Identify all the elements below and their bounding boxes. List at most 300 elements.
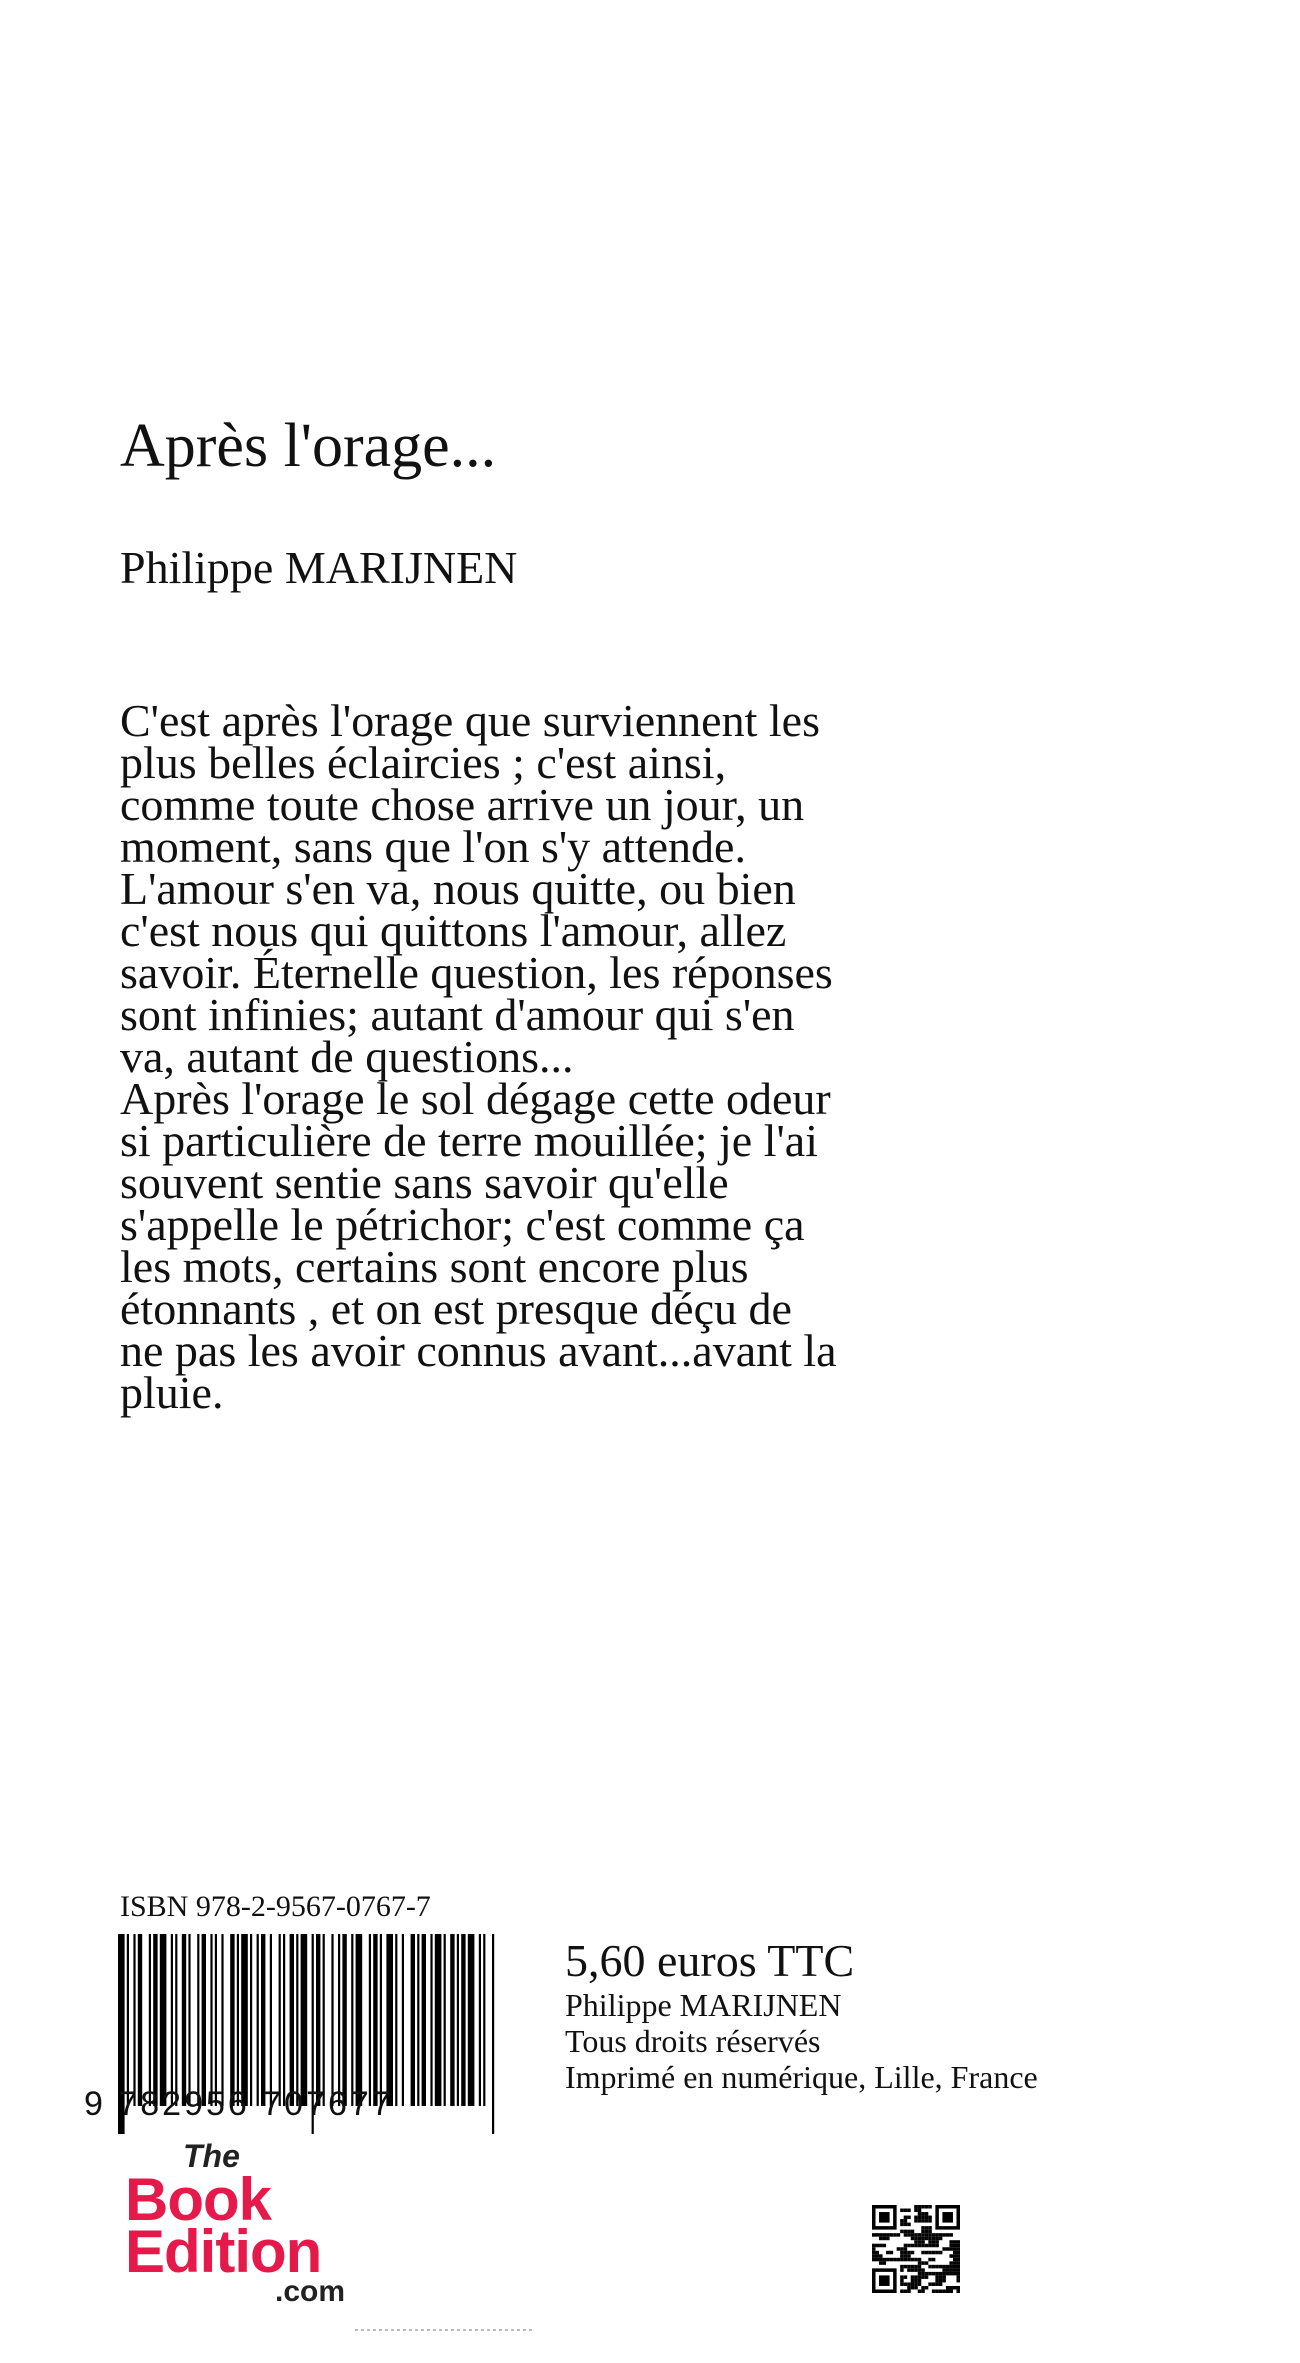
qr-module (893, 2258, 897, 2262)
qr-module (932, 2251, 936, 2255)
qr-module (925, 2233, 929, 2237)
qr-module (907, 2254, 911, 2258)
qr-module (942, 2233, 946, 2237)
qr-module (921, 2205, 925, 2209)
qr-module (900, 2230, 904, 2234)
book-title: Après l'orage... (120, 412, 497, 480)
qr-module (904, 2233, 908, 2237)
qr-module (925, 2226, 929, 2230)
qr-module (907, 2258, 911, 2262)
qr-module (886, 2258, 890, 2262)
qr-module (956, 2258, 960, 2262)
qr-module (921, 2212, 925, 2216)
barcode-bar (210, 1934, 212, 2106)
blurb-line: étonnants , et on est presque déçu de (120, 1283, 792, 1334)
qr-module (911, 2268, 915, 2272)
qr-module (921, 2240, 925, 2244)
qr-module (907, 2223, 911, 2227)
barcode-bar (215, 1934, 217, 2106)
barcode-bar (380, 1934, 382, 2106)
qr-module (956, 2254, 960, 2258)
barcode-bar (369, 1934, 371, 2106)
logo-com-text: .com (275, 2275, 346, 2308)
qr-module (890, 2258, 894, 2262)
qr-module (921, 2219, 925, 2223)
qr-module (928, 2282, 932, 2286)
qr-module (949, 2254, 953, 2258)
qr-module (956, 2272, 960, 2276)
qr-module (907, 2230, 911, 2234)
qr-module (890, 2233, 894, 2237)
barcode-bar (450, 1934, 454, 2106)
qr-module (886, 2251, 890, 2255)
blurb-line: pluie. (120, 1367, 224, 1418)
qr-module (935, 2275, 939, 2279)
qr-module (883, 2233, 887, 2237)
qr-module (935, 2272, 939, 2276)
barcode-bar (373, 1934, 377, 2106)
qr-module (911, 2279, 915, 2283)
qr-module (886, 2233, 890, 2237)
qr-module (949, 2233, 953, 2237)
qr-module (911, 2258, 915, 2262)
qr-module (918, 2216, 922, 2220)
qr-module (904, 2275, 908, 2279)
qr-module (911, 2275, 915, 2279)
qr-module (935, 2289, 939, 2293)
barcode-bar (395, 1934, 397, 2106)
barcode-bar (461, 1934, 465, 2106)
qr-module (953, 2244, 957, 2248)
barcode-bar (323, 1934, 325, 2106)
qr-module (925, 2216, 929, 2220)
barcode-bar (127, 1934, 129, 2106)
qr-module (928, 2226, 932, 2230)
blurb-line: sont infinies; autant d'amour qui s'en (120, 989, 795, 1040)
qr-module (904, 2265, 908, 2269)
footer-dots (355, 2328, 535, 2332)
qr-module (876, 2233, 880, 2237)
qr-module (872, 2258, 876, 2262)
qr-module (953, 2265, 957, 2269)
qr-module (956, 2268, 960, 2272)
qr-module (949, 2247, 953, 2251)
qr-module (904, 2216, 908, 2220)
qr-module (900, 2279, 904, 2283)
qr-module (914, 2268, 918, 2272)
qr-module (928, 2251, 932, 2255)
qr-module (890, 2251, 894, 2255)
qr-module (893, 2233, 897, 2237)
qr-module (918, 2289, 922, 2293)
barcode-bar (290, 1934, 294, 2106)
qr-module (921, 2251, 925, 2255)
qr-module (935, 2282, 939, 2286)
qr-module (956, 2275, 960, 2279)
qr-module (942, 2289, 946, 2293)
price: 5,60 euros TTC (565, 1935, 855, 1986)
qr-module (900, 2275, 904, 2279)
blurb-line: va, autant de questions... (120, 1031, 574, 1082)
book-author: Philippe MARIJNEN (120, 542, 518, 593)
qr-module (956, 2251, 960, 2255)
qr-module (921, 2272, 925, 2276)
qr-code (872, 2205, 960, 2293)
qr-module (953, 2272, 957, 2276)
barcode-bar (483, 1934, 485, 2106)
qr-module (911, 2286, 915, 2290)
qr-module (953, 2261, 957, 2265)
qr-module (928, 2233, 932, 2237)
qr-module (904, 2258, 908, 2262)
qr-module (918, 2240, 922, 2244)
barcode-bar (230, 1934, 234, 2106)
qr-module (949, 2261, 953, 2265)
qr-module (949, 2244, 953, 2248)
qr-module (939, 2237, 943, 2241)
qr-module (907, 2265, 911, 2269)
qr-module (911, 2230, 915, 2234)
blurb-line: c'est nous qui quittons l'amour, allez (120, 905, 787, 956)
barcode-bar (331, 1934, 333, 2106)
qr-module (900, 2219, 904, 2223)
qr-module (935, 2237, 939, 2241)
barcode-bar (435, 1934, 442, 2106)
barcode-bar (221, 1934, 223, 2106)
qr-module (925, 2219, 929, 2223)
qr-module (921, 2289, 925, 2293)
qr-module (876, 2254, 880, 2258)
qr-module (911, 2251, 915, 2255)
qr-module (925, 2205, 929, 2209)
qr-module (932, 2258, 936, 2262)
qr-module (949, 2289, 953, 2293)
qr-module (918, 2275, 922, 2279)
qr-module (900, 2268, 904, 2272)
qr-module (935, 2233, 939, 2237)
qr-module (900, 2254, 904, 2258)
qr-module (935, 2244, 939, 2248)
qr-module (921, 2268, 925, 2272)
barcode-bar (250, 1934, 252, 2106)
barcode-bar (197, 1934, 199, 2106)
blurb-line: comme toute chose arrive un jour, un (120, 779, 805, 830)
barcode-bar (411, 1934, 415, 2106)
qr-module (900, 2247, 904, 2251)
qr-module (876, 2244, 880, 2248)
qr-module (879, 2261, 883, 2265)
barcode-digits: 9 782956 707677 (84, 2085, 394, 2123)
qr-module (914, 2233, 918, 2237)
qr-module (925, 2237, 929, 2241)
qr-module (914, 2205, 918, 2209)
qr-module (911, 2244, 915, 2248)
qr-module (904, 2251, 908, 2255)
qr-module (935, 2251, 939, 2255)
qr-module (879, 2258, 883, 2262)
qr-module (900, 2258, 904, 2262)
qr-module (956, 2261, 960, 2265)
qr-module (932, 2244, 936, 2248)
qr-module (942, 2275, 946, 2279)
qr-module (900, 2289, 904, 2293)
qr-module (907, 2268, 911, 2272)
qr-module (879, 2233, 883, 2237)
barcode-bar (316, 1934, 320, 2106)
qr-module (921, 2244, 925, 2248)
qr-module (886, 2237, 890, 2241)
qr-module (946, 2265, 950, 2269)
qr-module (946, 2286, 950, 2290)
qr-module (897, 2233, 901, 2237)
qr-module (956, 2244, 960, 2248)
qr-module (925, 2286, 929, 2290)
qr-module (904, 2219, 908, 2223)
qr-module (935, 2240, 939, 2244)
qr-module (946, 2247, 950, 2251)
qr-module (921, 2286, 925, 2290)
blurb-line: moment, sans que l'on s'y attende. (120, 821, 746, 872)
qr-module (953, 2254, 957, 2258)
blurb-line: C'est après l'orage que surviennent les (120, 695, 820, 746)
barcode-bar (402, 1934, 404, 2106)
qr-module (925, 2230, 929, 2234)
barcode-bar (386, 1934, 393, 2106)
qr-module (872, 2254, 876, 2258)
print-notice: Imprimé en numérique, Lille, France (565, 2059, 1038, 2095)
qr-module (907, 2282, 911, 2286)
qr-module (911, 2237, 915, 2241)
qr-module (879, 2254, 883, 2258)
qr-module (932, 2289, 936, 2293)
qr-module (876, 2258, 880, 2262)
qr-module (956, 2279, 960, 2283)
qr-module (918, 2268, 922, 2272)
qr-module (921, 2226, 925, 2230)
barcode-bar (257, 1934, 259, 2106)
qr-module (956, 2265, 960, 2269)
qr-module (907, 2233, 911, 2237)
qr-module (918, 2244, 922, 2248)
qr-module (911, 2282, 915, 2286)
qr-module (918, 2261, 922, 2265)
qr-module (953, 2240, 957, 2244)
qr-module (904, 2244, 908, 2248)
qr-module (956, 2240, 960, 2244)
qr-module (925, 2251, 929, 2255)
qr-module (928, 2216, 932, 2220)
qr-module (872, 2244, 876, 2248)
barcode-bar (338, 1934, 340, 2106)
qr-module (918, 2209, 922, 2213)
barcode-bar (444, 1934, 446, 2106)
qr-module (918, 2272, 922, 2276)
barcode-bar (296, 1934, 298, 2106)
qr-module (914, 2275, 918, 2279)
logo-the-text: The (183, 2138, 240, 2174)
qr-module (911, 2265, 915, 2269)
qr-module (932, 2272, 936, 2276)
blurb-line: souvent sentie sans savoir qu'elle (120, 1157, 729, 1208)
qr-module (900, 2265, 904, 2269)
qr-module (900, 2223, 904, 2227)
qr-module (939, 2233, 943, 2237)
qr-module (914, 2265, 918, 2269)
qr-module (900, 2209, 904, 2213)
blurb-line: savoir. Éternelle question, les réponses (120, 947, 833, 998)
qr-module (904, 2209, 908, 2213)
qr-module (921, 2237, 925, 2241)
qr-module (925, 2272, 929, 2276)
qr-module (949, 2265, 953, 2269)
qr-module (921, 2233, 925, 2237)
blurb-line: s'appelle le pétrichor; c'est comme ça (120, 1199, 805, 1250)
qr-module (925, 2212, 929, 2216)
qr-module (911, 2233, 915, 2237)
logo-edition-text: Edition (125, 2218, 322, 2285)
qr-module (946, 2233, 950, 2237)
barcode-bar (202, 1934, 206, 2106)
blurb-line: si particulière de terre mouillée; je l'ai (120, 1115, 818, 1166)
qr-module (939, 2272, 943, 2276)
qr-module (942, 2279, 946, 2283)
qr-code-icon (872, 2205, 960, 2293)
qr-module (935, 2279, 939, 2283)
qr-module (928, 2258, 932, 2262)
qr-module (879, 2212, 890, 2223)
barcode-bar (342, 1934, 346, 2106)
barcode-bar (283, 1934, 285, 2106)
qr-module (883, 2244, 887, 2248)
barcode-bar (430, 1934, 432, 2106)
qr-module (872, 2247, 876, 2251)
qr-module (939, 2289, 943, 2293)
qr-module (904, 2282, 908, 2286)
barcode-bar (261, 1934, 265, 2106)
barcode-bar (417, 1934, 419, 2106)
qr-module (914, 2282, 918, 2286)
qr-module (914, 2209, 918, 2213)
qr-module (928, 2240, 932, 2244)
qr-module (928, 2244, 932, 2248)
barcode-bar (153, 1934, 157, 2106)
rights-notice: Tous droits réservés (565, 2023, 821, 2059)
barcode-bar (133, 1934, 135, 2106)
barcode-bar (468, 1934, 475, 2106)
qr-module (921, 2216, 925, 2220)
qr-module (904, 2254, 908, 2258)
barcode-bar (356, 1934, 363, 2106)
barcode-bar (279, 1934, 281, 2106)
qr-module (932, 2233, 936, 2237)
qr-module (946, 2272, 950, 2276)
qr-module (904, 2289, 908, 2293)
qr-module (872, 2251, 876, 2255)
qr-module (914, 2237, 918, 2241)
qr-module (942, 2268, 946, 2272)
barcode-bar (479, 1934, 481, 2106)
qr-module (907, 2209, 911, 2213)
qr-module (904, 2223, 908, 2227)
qr-module (907, 2216, 911, 2220)
qr-module (918, 2237, 922, 2241)
qr-module (907, 2286, 911, 2290)
barcode-bar (138, 1934, 142, 2106)
qr-module (921, 2275, 925, 2279)
logo-book-text: Book (125, 2166, 271, 2233)
qr-module (939, 2282, 943, 2286)
qr-module (953, 2258, 957, 2262)
qr-module (914, 2240, 918, 2244)
qr-module (928, 2265, 932, 2269)
qr-module (953, 2286, 957, 2290)
publisher-author: Philippe MARIJNEN (565, 1987, 842, 2023)
qr-module (914, 2258, 918, 2262)
qr-module (939, 2251, 943, 2255)
qr-module (879, 2237, 883, 2241)
qr-module (939, 2275, 943, 2279)
qr-module (907, 2289, 911, 2293)
barcode-bar (175, 1934, 177, 2106)
qr-module (949, 2272, 953, 2276)
qr-module (942, 2247, 946, 2251)
qr-module (928, 2219, 932, 2223)
barcode-bar (270, 1934, 272, 2106)
qr-module (918, 2219, 922, 2223)
qr-module (918, 2265, 922, 2269)
qr-module (876, 2251, 880, 2255)
barcode-bar (351, 1934, 353, 2106)
qr-module (914, 2286, 918, 2290)
qr-module (932, 2237, 936, 2241)
qr-module (949, 2268, 953, 2272)
qr-module (928, 2237, 932, 2241)
qr-module (879, 2244, 883, 2248)
qr-module (928, 2230, 932, 2234)
qr-module (900, 2251, 904, 2255)
qr-module (918, 2279, 922, 2283)
barcode-bar (457, 1934, 459, 2106)
barcode-bar (422, 1934, 426, 2106)
qr-module (956, 2286, 960, 2290)
barcode-bar (171, 1934, 173, 2106)
qr-module (918, 2205, 922, 2209)
barcode-bar (160, 1934, 167, 2106)
barcode-bar (241, 1934, 248, 2106)
qr-module (928, 2272, 932, 2276)
barcode-bar (188, 1934, 190, 2106)
publisher-logo (125, 2138, 365, 2308)
qr-module (949, 2286, 953, 2290)
barcode-bar (182, 1934, 186, 2106)
qr-module (932, 2240, 936, 2244)
qr-module (914, 2244, 918, 2248)
qr-module (900, 2282, 904, 2286)
qr-module (872, 2233, 876, 2237)
blurb-line: ne pas les avoir connus avant...avant la (120, 1325, 837, 1376)
qr-module (956, 2247, 960, 2251)
qr-module (946, 2289, 950, 2293)
qr-module (918, 2282, 922, 2286)
qr-module (942, 2265, 946, 2269)
qr-module (904, 2230, 908, 2234)
qr-module (879, 2275, 890, 2286)
blurb-line: Après l'orage le sol dégage cette odeur (120, 1073, 831, 1124)
qr-module (918, 2212, 922, 2216)
qr-module (925, 2275, 929, 2279)
qr-module (904, 2247, 908, 2251)
qr-module (921, 2261, 925, 2265)
